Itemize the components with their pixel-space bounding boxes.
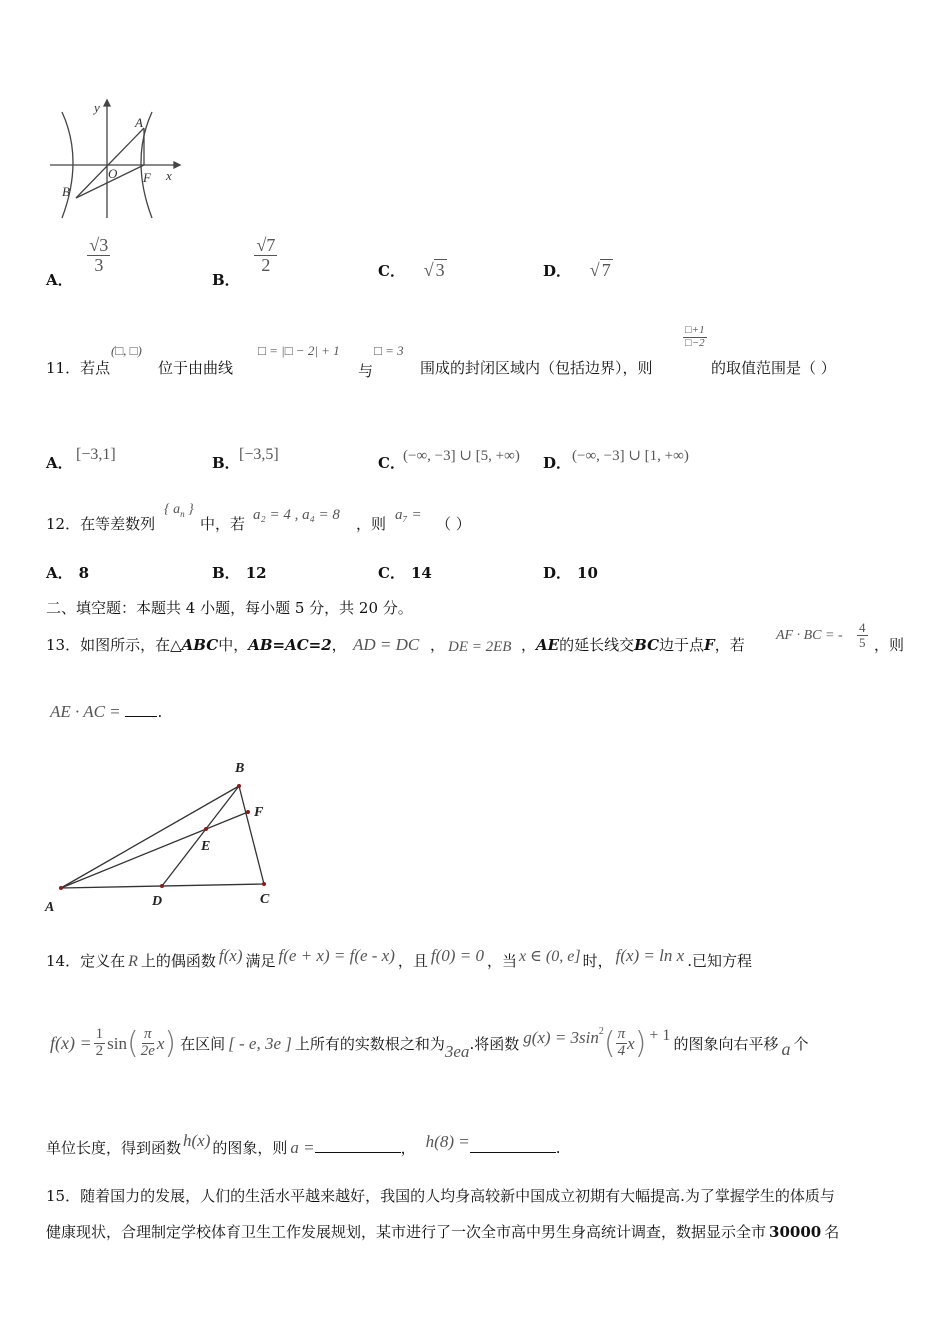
option-value: √ 3 xyxy=(423,260,445,280)
math: f(x) = ln x xyxy=(615,946,685,965)
option-letter: B． xyxy=(212,271,240,290)
label-E: E xyxy=(201,839,211,854)
point-C xyxy=(262,882,266,886)
fraction-numerator: 1 xyxy=(95,1026,104,1043)
label-C: C xyxy=(260,892,270,907)
line-A-B xyxy=(76,128,144,198)
q12-ask: a₇ = xyxy=(395,507,422,523)
text: 边于点 xyxy=(659,636,705,654)
option-letter: A． xyxy=(46,271,73,290)
q15-line-2 xyxy=(46,1221,839,1242)
q11-text: 围成的封闭区域内（包括边界），则 xyxy=(420,359,653,377)
text: 在区间 xyxy=(180,1035,226,1053)
segment-AF xyxy=(61,812,248,888)
question-number: 12． xyxy=(46,515,81,533)
q14-line-1 xyxy=(46,946,752,971)
q13-condition: AF · BC = - xyxy=(776,628,843,643)
segment-BD xyxy=(162,786,239,886)
label-F: F xyxy=(143,170,151,185)
math: g(x) = 3sin xyxy=(523,1027,599,1047)
math: f(x) = xyxy=(50,1033,92,1053)
q11-text: 位于由曲线 xyxy=(158,359,234,377)
segment-AB xyxy=(61,786,239,888)
fraction-numerator: √3 xyxy=(89,235,109,255)
seq-symbol: a xyxy=(173,502,181,517)
math: x xyxy=(156,1033,165,1053)
text: 上的偶函数 xyxy=(140,952,216,970)
q11-curve1: □ = |□ − 2| + 1 xyxy=(258,343,340,358)
math: + 1 xyxy=(649,1026,671,1044)
label-A: A xyxy=(135,115,143,130)
q13-text: ，则 xyxy=(874,636,905,654)
text: ，若 xyxy=(714,636,745,654)
fraction-pi-2e xyxy=(139,1027,157,1060)
math: f(0) = 0 xyxy=(430,946,484,965)
math: h(x) xyxy=(183,1131,211,1150)
text: . xyxy=(157,703,163,721)
text: ， xyxy=(521,636,537,654)
segment-BC xyxy=(239,786,264,884)
fraction-numerator: □+1 xyxy=(685,324,705,336)
question-number: 11． xyxy=(46,359,81,377)
q12-option-a[interactable] xyxy=(46,562,89,583)
q12-sequence: { $a_n$ } xyxy=(164,502,194,519)
option-letter: B． xyxy=(212,454,240,472)
fraction-numerator: 4 xyxy=(859,620,866,635)
label-B: B xyxy=(235,761,245,776)
text: 在等差数列 xyxy=(80,515,156,533)
option-letter: B． xyxy=(212,564,240,582)
seq-subscript: n xyxy=(180,508,185,519)
option-letter: A． xyxy=(46,454,73,472)
x-axis-arrow xyxy=(174,162,180,168)
triangle-figure xyxy=(40,755,280,915)
text: 满足 xyxy=(245,952,276,970)
label-D: D xyxy=(152,894,163,909)
fraction-denominator: 5 xyxy=(859,634,866,650)
text: AE · AC = xyxy=(50,702,121,721)
q11-option-c-value: (−∞, −3] ∪ [5, +∞) xyxy=(403,448,520,464)
option-value: 10 xyxy=(577,564,598,582)
radicand: 7 xyxy=(601,260,611,280)
text: 个 xyxy=(793,1035,809,1053)
text: 如图所示，在△ xyxy=(80,636,182,654)
fraction-numerator: √7 xyxy=(256,235,276,255)
answer-blank-h8[interactable] xyxy=(470,1136,556,1153)
q11-option-b[interactable] xyxy=(212,452,240,473)
q13-answer-line xyxy=(50,698,162,722)
label-B: B xyxy=(62,184,70,199)
label-O: O xyxy=(108,166,118,181)
label-x: x xyxy=(166,168,172,183)
q12-text: ，则 xyxy=(356,515,387,533)
text: F xyxy=(704,636,715,654)
text: 的延长线交 xyxy=(559,636,635,654)
text: BC xyxy=(634,636,660,654)
q11-curve2: □ = 3 xyxy=(374,343,404,358)
text: ， xyxy=(400,1139,416,1157)
option-value: 12 xyxy=(245,564,267,582)
q10-option-a[interactable] xyxy=(46,235,110,290)
q13-fraction xyxy=(857,621,868,649)
q12-condition: a₂ = 4 , a₄ = 8 xyxy=(253,507,340,523)
q11-option-a-value: [−3,1] xyxy=(76,446,116,463)
text: .已知方程 xyxy=(687,952,752,970)
q11-text: 的取值范围是（ ） xyxy=(711,359,836,377)
q13-text: ， xyxy=(430,636,446,654)
text: 定义在 xyxy=(80,952,126,970)
option-letter: C． xyxy=(378,454,405,472)
fraction-half xyxy=(94,1027,106,1060)
q10-option-c[interactable] xyxy=(378,260,447,281)
q11-option-d-value: (−∞, −3] ∪ [1, +∞) xyxy=(572,448,689,464)
point-F xyxy=(246,810,250,814)
answer-blank-a[interactable] xyxy=(315,1136,401,1153)
text: 单位长度，得到函数 xyxy=(46,1139,182,1157)
text: . xyxy=(555,1139,561,1157)
option-value: 14 xyxy=(410,564,432,582)
math: [ - e, 3e ] xyxy=(228,1033,292,1053)
fraction-denominator: 2 xyxy=(261,254,271,275)
text: .将函数 xyxy=(469,1035,520,1053)
q11-ratio xyxy=(683,325,707,349)
math: x ∈ (0, e] xyxy=(518,948,581,965)
option-value: 8 xyxy=(78,564,90,582)
q12-stem xyxy=(46,513,155,534)
q15-line-1: 15．随着国力的发展，人们的生活水平越来越好，我国的人均身高较新中国成立初期有大幅提高.为了掌握学生的体质与 xyxy=(46,1187,835,1205)
q10-option-d[interactable] xyxy=(543,260,613,281)
math: sin xyxy=(107,1033,127,1053)
text: 中， xyxy=(218,636,249,654)
paren-left: ( xyxy=(603,1026,616,1061)
fraction-numerator: π xyxy=(144,1026,152,1043)
fraction-denominator: 2 xyxy=(95,1043,104,1059)
question-number: 13． xyxy=(46,636,81,654)
option-letter: C． xyxy=(378,564,405,582)
option-letter: D． xyxy=(543,262,572,280)
q11-text: 与 xyxy=(358,362,374,380)
text: ，且 xyxy=(397,952,428,970)
q12-text: 中，若 xyxy=(200,515,246,533)
text: 的图象，则 xyxy=(212,1139,288,1157)
text: 时， xyxy=(582,952,613,970)
math: f(x) xyxy=(218,946,243,965)
text: 30000 xyxy=(769,1223,822,1241)
q13-stem xyxy=(46,634,347,655)
q11-stem xyxy=(46,357,110,378)
fraction-denominator: □−2 xyxy=(685,336,705,349)
fraction-denominator: 2e xyxy=(140,1043,155,1059)
q12-option-d[interactable] xyxy=(543,562,598,583)
q10-option-b[interactable] xyxy=(212,235,277,290)
text: 健康现状，合理制定学校体育卫生工作发展规划，某市进行了一次全市高中男生身高统计调查，数据显示全市 xyxy=(46,1223,767,1241)
point-A xyxy=(59,886,63,890)
paren-right: ) xyxy=(164,1026,177,1061)
text: 名 xyxy=(824,1223,840,1241)
q12-option-c[interactable] xyxy=(378,562,432,583)
option-value xyxy=(254,236,277,275)
q11-option-c[interactable] xyxy=(378,452,405,473)
text: 若点 xyxy=(80,359,111,377)
option-value: √ 7 xyxy=(589,260,611,280)
text: ABC xyxy=(181,636,219,654)
text: ，当 xyxy=(486,952,517,970)
text: ， xyxy=(331,636,347,654)
option-letter: D． xyxy=(543,454,572,472)
fraction-denominator: 4 xyxy=(617,1043,626,1059)
math: x xyxy=(627,1033,635,1053)
q12-option-b[interactable] xyxy=(212,562,267,583)
math: a = xyxy=(290,1138,315,1157)
math: a xyxy=(781,1039,791,1059)
text: AB=AC=2 xyxy=(248,636,332,654)
answer-blank[interactable] xyxy=(125,698,157,717)
radicand: 3 xyxy=(435,260,445,280)
math: h(8) = xyxy=(425,1132,470,1151)
q11-option-a[interactable] xyxy=(46,452,73,473)
label-y: y xyxy=(94,100,100,115)
paren-right: ) xyxy=(634,1026,647,1061)
math: R xyxy=(128,953,138,970)
section-heading: 二、填空题：本题共 4 小题，每小题 5 分，共 20 分。 xyxy=(46,599,413,617)
q11-point: (□, □) xyxy=(111,343,142,358)
fraction-pi-4 xyxy=(616,1027,628,1060)
option-letter: D． xyxy=(543,564,572,582)
point-B xyxy=(237,784,241,788)
math: 3ea xyxy=(444,1041,470,1061)
y-axis-arrow xyxy=(104,100,110,106)
text: AE xyxy=(536,636,560,654)
fraction-denominator: 3 xyxy=(94,254,104,275)
fraction-numerator: π xyxy=(617,1026,626,1043)
option-letter: A． xyxy=(46,564,73,582)
text: 上所有的实数根之和为 xyxy=(294,1035,445,1053)
label-F: F xyxy=(254,805,264,820)
option-letter: C． xyxy=(378,262,405,280)
q11-option-d[interactable] xyxy=(543,452,571,473)
hyperbola-figure xyxy=(44,98,184,223)
q14-line-2 xyxy=(50,1026,808,1061)
point-E xyxy=(204,827,208,831)
q12-text: （ ） xyxy=(436,515,471,533)
q13-eq-de-eb: DE = 2EB xyxy=(448,639,512,655)
question-number: 14． xyxy=(46,952,81,970)
paren-left: ( xyxy=(126,1026,139,1061)
q13-stem-cont xyxy=(521,634,745,655)
q13-eq-ad-dc: AD = DC xyxy=(353,635,420,654)
math: 2 xyxy=(598,1026,604,1037)
q14-line-3 xyxy=(46,1131,561,1158)
label-A: A xyxy=(45,900,55,915)
q11-option-b-value: [−3,5] xyxy=(239,446,279,463)
option-value xyxy=(87,236,110,275)
point-D xyxy=(160,884,164,888)
text: 的图象向右平移 xyxy=(673,1035,779,1053)
math: f(e + x) = f(e - x) xyxy=(278,946,395,965)
